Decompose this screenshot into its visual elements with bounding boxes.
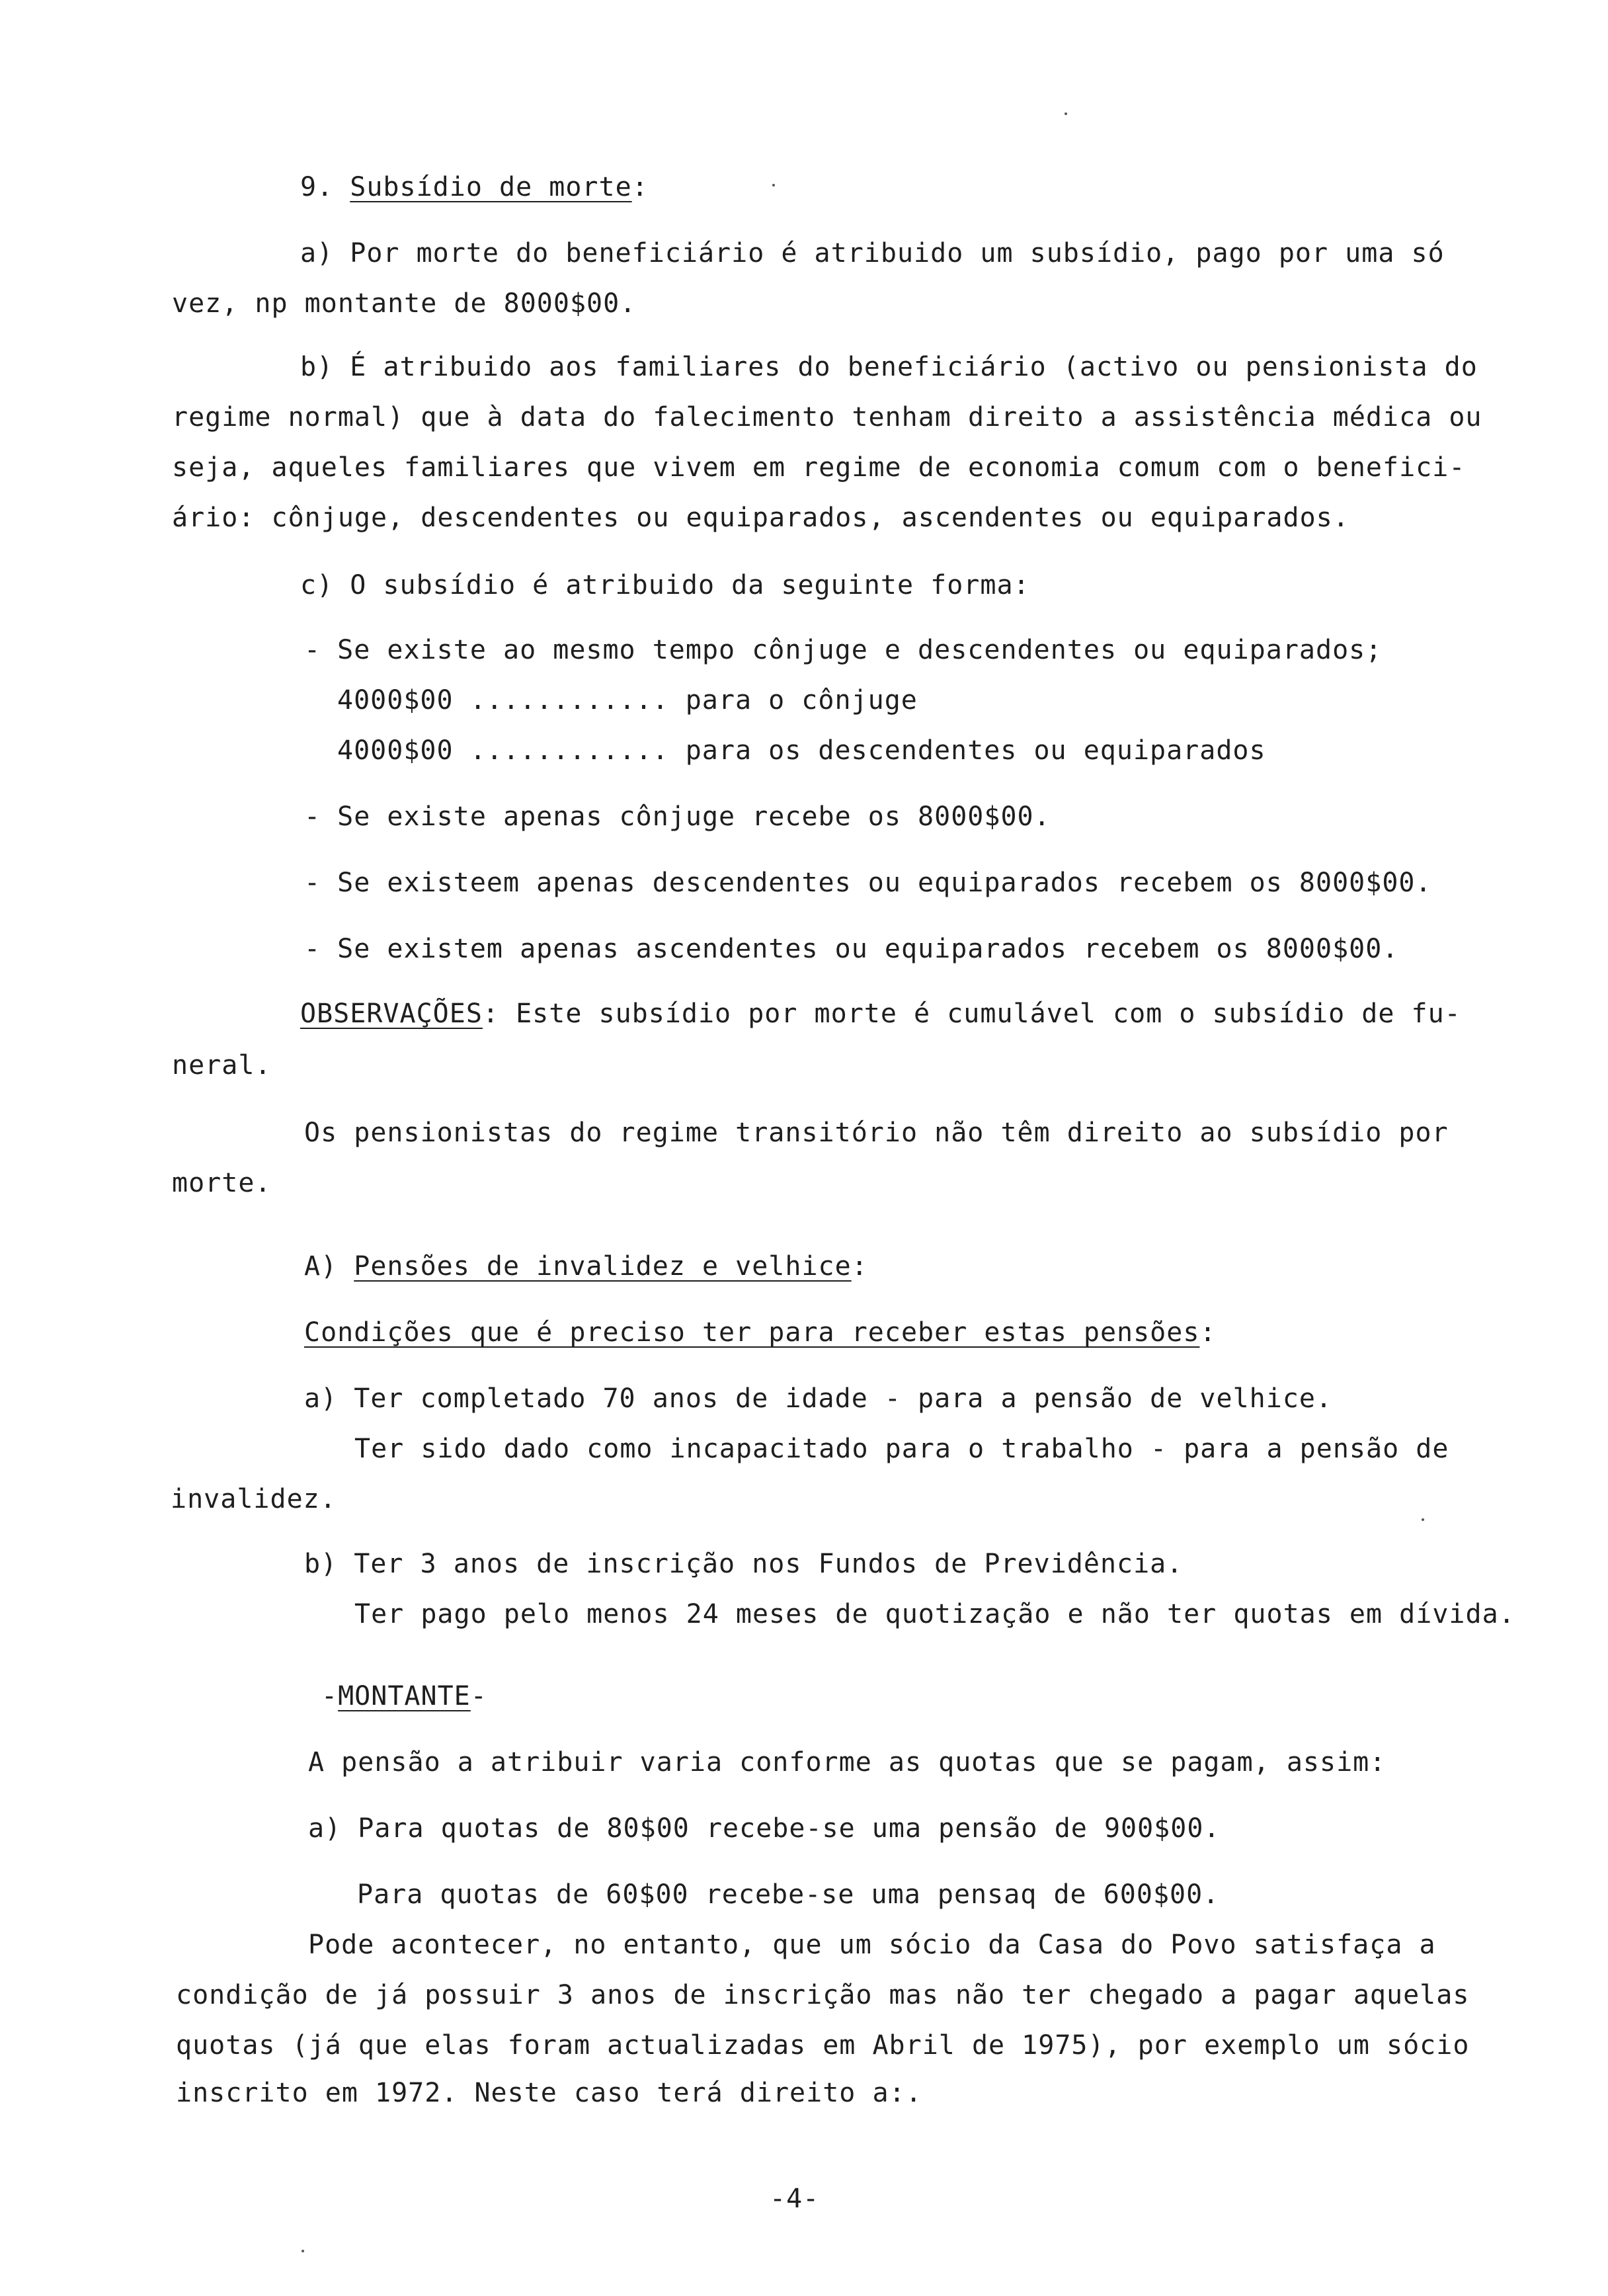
para-9a-line1: a) Por morte do beneficiário é atribuido um subsídio, pago por uma só bbox=[300, 238, 1445, 268]
section-9-heading bbox=[300, 171, 649, 204]
para-9c-line1: c) O subsídio é atribuido da seguinte forma: bbox=[300, 570, 1030, 600]
montante-a-line2: Para quotas de 60$00 recebe-se uma pensaq de 600$00. bbox=[357, 1879, 1220, 1910]
condition-a-line3: invalidez. bbox=[171, 1484, 337, 1514]
scan-speck bbox=[1422, 1518, 1424, 1521]
scan-speck bbox=[1065, 112, 1067, 115]
para-9b-line3: seja, aqueles familiares que vivem em regime de economia comum com o benefici- bbox=[172, 452, 1466, 483]
item-conjuge-descendentes: - Se existe ao mesmo tempo cônjuge e descendentes ou equiparados; bbox=[304, 635, 1383, 665]
observacoes-label: OBSERVAÇÕES bbox=[300, 999, 483, 1029]
item-descendentes-amount: 4000$00 ............ para os descendentes ou equiparados bbox=[337, 735, 1266, 766]
condition-b-line2: Ter pago pelo menos 24 meses de quotização e não ter quotas em dívida. bbox=[354, 1599, 1515, 1629]
observacoes-line2: neral. bbox=[172, 1050, 272, 1081]
montante-para-line4: inscrito em 1972. Neste caso terá direito a:. bbox=[176, 2078, 922, 2108]
condition-a-line2: Ter sido dado como incapacitado para o trabalho - para a pensão de bbox=[354, 1434, 1449, 1464]
pensionistas-line2: morte. bbox=[172, 1168, 272, 1198]
para-9b-line1: b) É atribuido aos familiares do beneficiário (activo ou pensionista do bbox=[300, 352, 1478, 382]
montante-dash-left: - bbox=[321, 1681, 339, 1711]
item-apenas-descendentes: - Se existeem apenas descendentes ou equiparados recebem os 8000$00. bbox=[304, 868, 1432, 898]
montante-para-line1: Pode acontecer, no entanto, que um sócio da Casa do Povo satisfaça a bbox=[308, 1930, 1436, 1960]
condition-a-line1: a) Ter completado 70 anos de idade - para a pensão de velhice. bbox=[304, 1383, 1333, 1414]
scan-speck bbox=[302, 2250, 304, 2252]
condition-b-line1: b) Ter 3 anos de inscrição nos Fundos de Previdência. bbox=[304, 1549, 1184, 1579]
section-a-prefix: A) bbox=[304, 1251, 354, 1282]
montante-para-line3: quotas (já que elas foram actualizadas em Abril de 1975), por exemplo um sócio bbox=[176, 2030, 1470, 2061]
item-apenas-ascendentes: - Se existem apenas ascendentes ou equiparados recebem os 8000$00. bbox=[304, 934, 1399, 964]
section-9-colon: : bbox=[631, 172, 649, 202]
para-9a-line2: vez, np montante de 8000$00. bbox=[172, 288, 637, 319]
montante-title: MONTANTE bbox=[338, 1681, 471, 1711]
item-apenas-conjuge: - Se existe apenas cônjuge recebe os 8000$00. bbox=[304, 801, 1051, 832]
section-9-number: 9. bbox=[300, 172, 334, 202]
pensionistas-line1: Os pensionistas do regime transitório não têm direito ao subsídio por bbox=[304, 1118, 1449, 1148]
conditions-colon: : bbox=[1199, 1317, 1217, 1348]
page-number: -4- bbox=[770, 2184, 820, 2214]
conditions-title: Condições que é preciso ter para receber estas pensões bbox=[304, 1317, 1200, 1348]
para-9b-line2: regime normal) que à data do falecimento tenham direito a assistência médica ou bbox=[172, 402, 1482, 432]
montante-dash-right: - bbox=[470, 1681, 487, 1711]
section-9-title: Subsídio de morte bbox=[350, 172, 632, 202]
observacoes-text: : Este subsídio por morte é cumulável com o subsídio de fu- bbox=[482, 999, 1461, 1029]
conditions-heading bbox=[304, 1316, 1217, 1349]
montante-para-line2: condição de já possuir 3 anos de inscrição mas não ter chegado a pagar aquelas bbox=[176, 1980, 1470, 2010]
item-conjuge-amount: 4000$00 ............ para o cônjuge bbox=[337, 685, 918, 716]
section-a-heading bbox=[304, 1250, 868, 1283]
para-9b-line4: ário: cônjuge, descendentes ou equiparados, ascendentes ou equiparados. bbox=[172, 503, 1349, 533]
section-a-colon: : bbox=[851, 1251, 868, 1282]
scan-speck bbox=[772, 184, 775, 186]
montante-a-line1: a) Para quotas de 80$00 recebe-se uma pensão de 900$00. bbox=[308, 1813, 1221, 1844]
montante-heading bbox=[321, 1680, 487, 1713]
observacoes-line1 bbox=[300, 997, 1461, 1030]
section-a-title: Pensões de invalidez e velhice bbox=[354, 1251, 852, 1282]
montante-intro: A pensão a atribuir varia conforme as quotas que se pagam, assim: bbox=[308, 1747, 1387, 1778]
